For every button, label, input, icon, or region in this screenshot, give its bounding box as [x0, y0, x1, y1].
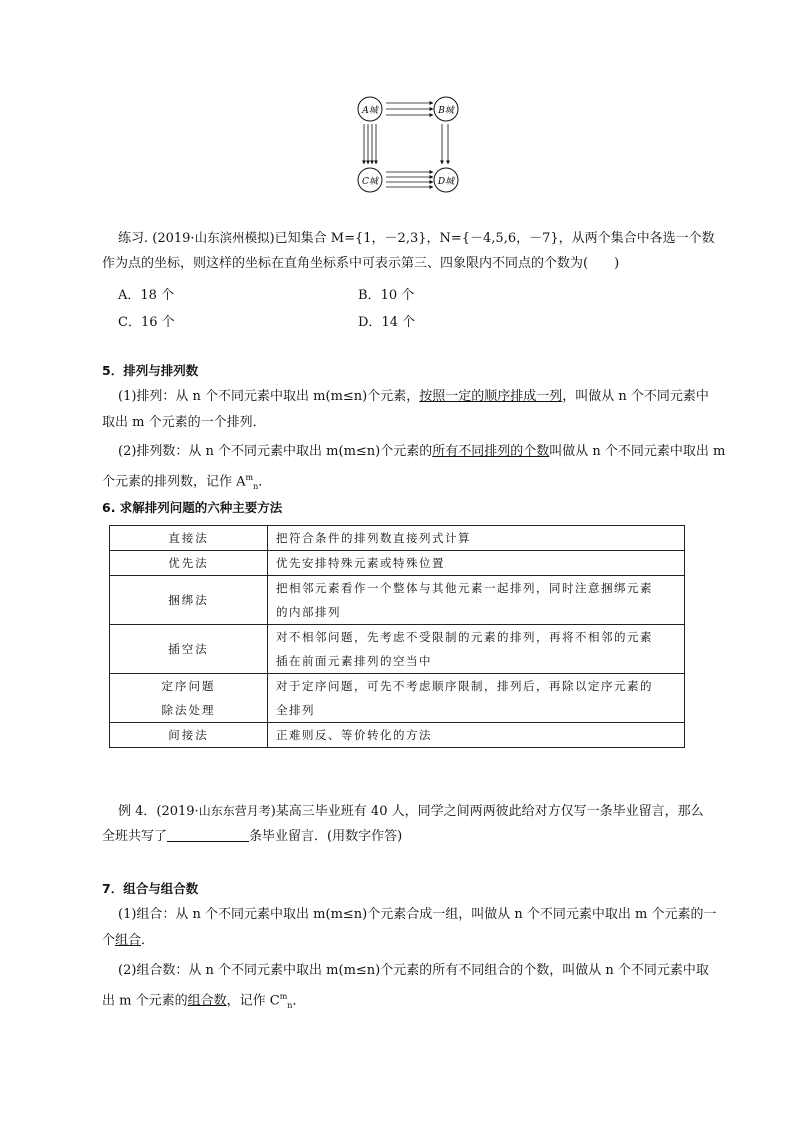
- exercise-source: 山东滨州模拟: [194, 230, 270, 245]
- sec7-para1-line1: (1)组合：从 n 个不同元素中取出 m(m≤n)个元素合成一组，叫做从 n 个不同元素中取出 m 个元素的一: [118, 907, 717, 922]
- svg-text:C城: C城: [362, 177, 378, 187]
- svg-text:B城: B城: [438, 106, 454, 116]
- sec7-underlined-count: 组合数: [187, 993, 227, 1009]
- example4-label: 例 4．: [118, 804, 157, 819]
- method-name: 捆绑法: [110, 576, 268, 625]
- answer-blank[interactable]: [167, 827, 249, 842]
- methods-table-row: [110, 723, 685, 748]
- section-5-heading: 5．排列与排列数: [102, 363, 199, 378]
- methods-table-row: [110, 551, 685, 576]
- option-b: B．10 个: [358, 288, 415, 303]
- option-c: C．16 个: [118, 315, 175, 330]
- sec5-para2-line1: (2)排列数：从 n 个不同元素中取出 m(m≤n)个元素的所有不同排列的个数叫做从 n 个不同元素中取出 m: [118, 444, 726, 459]
- sec5-para1-line1: (1)排列：从 n 个不同元素中取出 m(m≤n)个元素，按照一定的顺序排成一列，叫做从 n 个不同元素中: [118, 389, 709, 404]
- svg-text:D城: D城: [437, 177, 455, 187]
- arrows-b-to-d: [442, 124, 448, 164]
- option-a: A．18 个: [118, 288, 175, 303]
- exercise-question-line2: 作为点的坐标，则这样的坐标在直角坐标系中可表示第三、四象限内不同点的个数为( ): [102, 256, 620, 271]
- sec7-para2-line2: 出 m 个元素的组合数，记作 $C^m_n$．: [102, 992, 306, 1010]
- sec5-underlined-term: 按照一定的顺序排成一列: [419, 389, 563, 404]
- method-name: 定序问题 除法处理: [110, 674, 268, 723]
- methods-table-row: [110, 674, 685, 723]
- method-description: 对不相邻问题，先考虑不受限制的元素的排列，再将不相邻的元素 插在前面元素排列的空当中: [268, 625, 685, 674]
- section-7-heading: 7．组合与组合数: [102, 881, 199, 896]
- exercise-question-line1: 练习. (2019·山东滨州模拟)已知集合 M={1，－2,3}，N={－4,5,6，－7}，从两个集合中各选一个数: [118, 230, 715, 246]
- example4-line2: 全班共写了 条毕业留言．(用数字作答): [102, 829, 403, 844]
- method-description: 把符合条件的排列数直接列式计算: [268, 526, 685, 551]
- sec7-underlined-combination: 组合: [115, 933, 142, 948]
- sec7-para1-line2: 个组合．: [102, 933, 155, 948]
- arrows-a-to-c: [364, 124, 376, 164]
- exercise-label: 练习.: [118, 231, 149, 246]
- method-description: 优先安排特殊元素或特殊位置: [268, 551, 685, 576]
- arrows-c-to-d: [386, 172, 433, 187]
- method-description: 对于定序问题，可先不考虑顺序限制，排列后，再除以定序元素的 全排列: [268, 674, 685, 723]
- example4-line1: 例 4．(2019·山东东营月考)某高三毕业班有 40 人，同学之间两两彼此给对方仅写一条毕业留言，那么: [118, 804, 704, 819]
- method-name: 插空法: [110, 625, 268, 674]
- methods-table: [109, 525, 685, 748]
- sec5-underlined-count: 所有不同排列的个数: [432, 444, 550, 459]
- section-6-heading: 6. 求解排列问题的六种主要方法: [102, 500, 283, 515]
- method-name: 优先法: [110, 551, 268, 576]
- methods-table-row: [110, 576, 685, 625]
- method-description: 把相邻元素看作一个整体与其他元素一起排列，同时注意捆绑元素 的内部排列: [268, 576, 685, 625]
- arrows-a-to-b: [386, 103, 433, 115]
- option-d: D．14 个: [358, 315, 416, 330]
- svg-text:A城: A城: [362, 106, 378, 116]
- node-b: [434, 97, 458, 121]
- method-name: 间接法: [110, 723, 268, 748]
- node-d: [434, 168, 458, 192]
- city-route-diagram: [356, 94, 464, 196]
- methods-table-row: [110, 625, 685, 674]
- sec5-para2-line2: 个元素的排列数，记作 $A^m_n$．: [102, 473, 272, 491]
- methods-table-row: [110, 526, 685, 551]
- node-a: [358, 97, 382, 121]
- sec7-para2-line1: (2)组合数：从 n 个不同元素中取出 m(m≤n)个元素的所有不同组合的个数，叫做从 n 个不同元素中取: [118, 963, 709, 978]
- sec5-para1-line2: 取出 m 个元素的一个排列．: [102, 415, 266, 430]
- method-description: 正难则反、等价转化的方法: [268, 723, 685, 748]
- method-name: 直接法: [110, 526, 268, 551]
- example4-source: 山东东营月考: [198, 804, 271, 818]
- node-c: [358, 168, 382, 192]
